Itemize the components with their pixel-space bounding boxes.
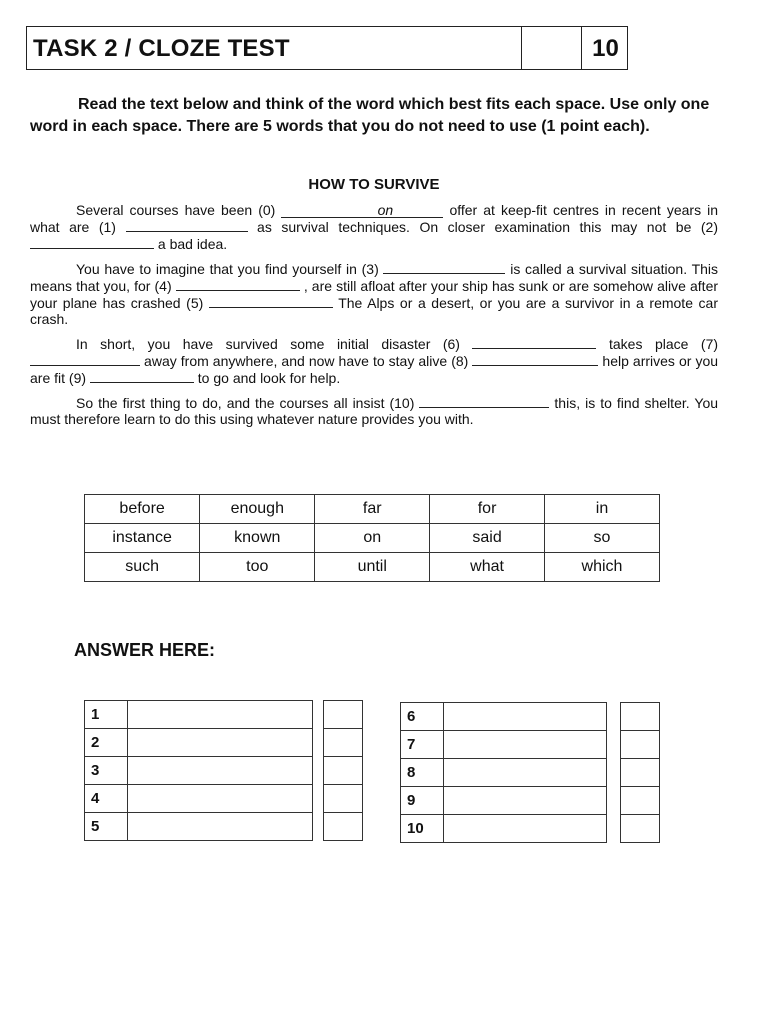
answer-table-left [84,700,313,841]
blank-4[interactable] [176,277,300,291]
text-segment: away from anywhere, and now have to stay alive (8) [144,353,469,369]
score-cell[interactable] [324,785,363,813]
blank-9[interactable] [90,369,194,383]
blank-1[interactable] [126,218,248,232]
answer-row [401,759,607,787]
cloze-passage [30,202,718,435]
score-cell[interactable] [324,701,363,729]
word-bank-cell: such [85,553,200,582]
text-segment: a bad idea. [157,236,228,252]
text-segment: help arrives or you are fit (9) [30,353,719,386]
answer-number: 5 [85,813,128,841]
blank-6[interactable] [472,335,596,349]
answer-number: 9 [401,787,444,815]
text-segment: You have to imagine that you find yourself in (3) [76,261,379,277]
score-cell[interactable] [621,759,660,787]
text-segment: to go and look for help. [197,370,341,386]
text-segment: offer at keep-fit centres in recent years in what are (1) [30,202,719,235]
example-blank: on [281,204,443,218]
answer-field-1[interactable] [128,701,313,729]
score-cell[interactable] [324,813,363,841]
answer-number: 8 [401,759,444,787]
task-title: TASK 2 / CLOZE TEST [33,35,290,62]
word-bank-cell: too [200,553,315,582]
word-bank-cell: before [85,495,200,524]
text-segment: this, is to find shelter. You must therefore learn to do this using whatever nature provides you with. [30,395,719,427]
score-column-right [620,702,660,843]
word-bank [84,494,660,582]
paragraph-3 [30,335,718,386]
score-cell[interactable] [621,815,660,843]
score-cell[interactable] [324,757,363,785]
answer-number: 3 [85,757,128,785]
answer-number: 6 [401,703,444,731]
answer-number: 4 [85,785,128,813]
answer-row [401,703,607,731]
word-bank-cell: enough [200,495,315,524]
answer-field-2[interactable] [128,729,313,757]
paragraph-1 [30,202,718,252]
blank-10[interactable] [419,394,549,408]
word-bank-cell: which [545,553,660,582]
paragraph-4 [30,394,718,427]
total-score: 10 [581,27,629,69]
answer-number: 10 [401,815,444,843]
text-segment: is called a survival situation. This means that you, for (4) [30,261,719,294]
word-bank-row [85,495,660,524]
text-segment: Several courses have been (0) [76,202,276,218]
answer-table-right [400,702,607,843]
instructions: Read the text below and think of the word which best fits each space. Use only one word in each space. There are 5 words that you do not need to use (1 point each). [30,96,710,135]
score-cell[interactable] [324,729,363,757]
answer-field-10[interactable] [444,815,607,843]
answer-number: 1 [85,701,128,729]
paragraph-2 [30,260,718,327]
answer-number: 7 [401,731,444,759]
header-blank-cell [521,27,581,69]
word-bank-cell: on [315,524,430,553]
text-segment: The Alps or a desert, or you are a survivor in a remote car crash. [30,295,719,327]
text-segment: takes place (7) [608,336,719,352]
blank-5[interactable] [209,294,333,308]
answer-row [85,701,313,729]
text-title: HOW TO SURVIVE [308,176,440,193]
answer-row [85,757,313,785]
word-bank-cell: so [545,524,660,553]
blank-3[interactable] [383,260,505,274]
answer-row [85,729,313,757]
word-bank-cell: said [430,524,545,553]
answer-field-7[interactable] [444,731,607,759]
score-cell[interactable] [621,731,660,759]
answer-row [401,787,607,815]
answer-row [401,815,607,843]
answer-row [401,731,607,759]
score-column-left [323,700,363,841]
answer-field-9[interactable] [444,787,607,815]
word-bank-row [85,553,660,582]
answer-field-6[interactable] [444,703,607,731]
answer-number: 2 [85,729,128,757]
word-bank-cell: instance [85,524,200,553]
text-segment: , are still afloat after your ship has sunk or are somehow alive after your plane has crashed (5) [30,278,719,311]
word-bank-cell: far [315,495,430,524]
answer-row [85,813,313,841]
text-segment: as survival techniques. On closer examination this may not be (2) [257,219,719,235]
word-bank-cell: for [430,495,545,524]
word-bank-row [85,524,660,553]
answer-heading: ANSWER HERE: [74,640,216,660]
score-cell[interactable] [621,703,660,731]
answer-row [85,785,313,813]
blank-2[interactable] [30,235,154,249]
answer-field-3[interactable] [128,757,313,785]
word-bank-cell: in [545,495,660,524]
text-segment: In short, you have survived some initial disaster (6) [76,336,460,352]
blank-7[interactable] [30,352,140,366]
task-header [26,26,628,70]
word-bank-cell: what [430,553,545,582]
word-bank-cell: until [315,553,430,582]
score-cell[interactable] [621,787,660,815]
answer-field-4[interactable] [128,785,313,813]
answer-field-5[interactable] [128,813,313,841]
blank-8[interactable] [472,352,598,366]
word-bank-cell: known [200,524,315,553]
answer-field-8[interactable] [444,759,607,787]
text-segment: So the first thing to do, and the courses all insist (10) [76,395,415,411]
